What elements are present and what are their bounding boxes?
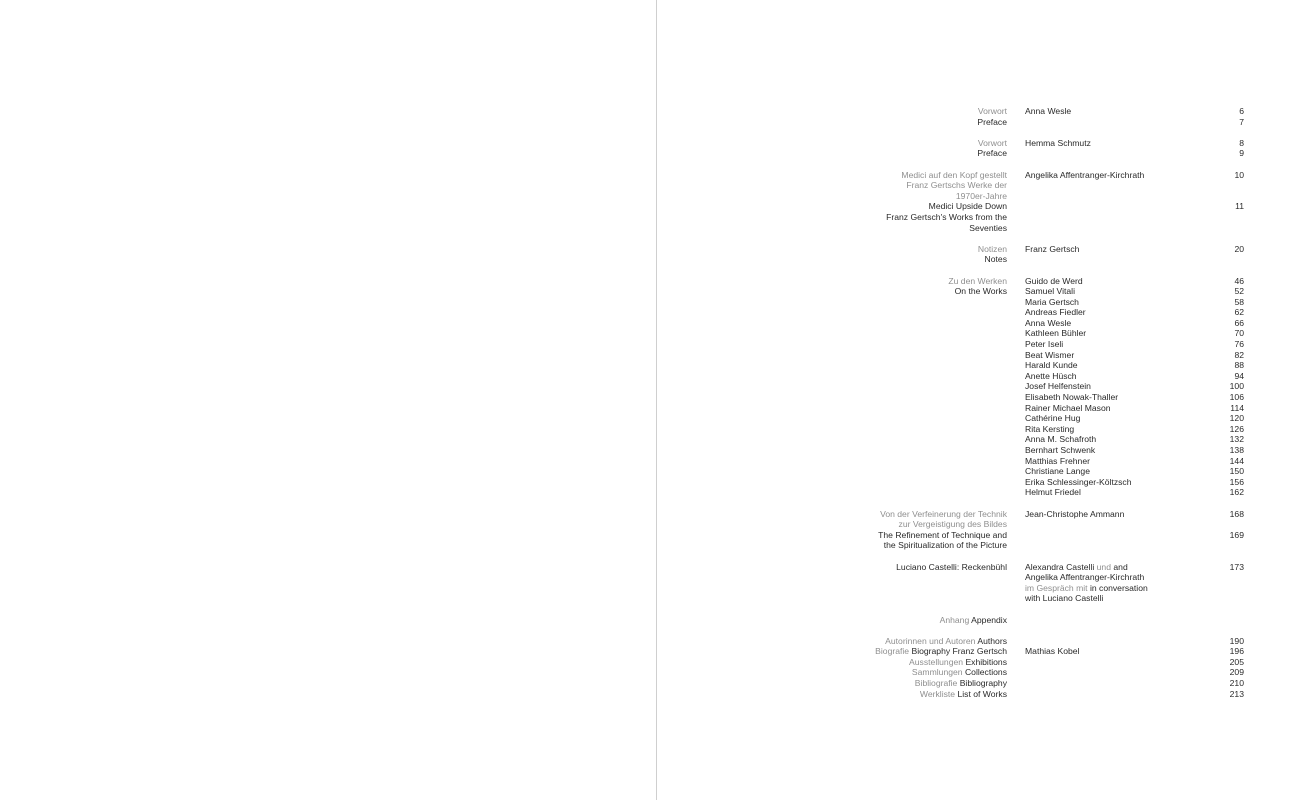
title-line [657,530,1007,541]
toc-entry-author [1025,562,1155,604]
english-title-text: Preface [977,148,1007,159]
title-line [657,191,1007,202]
english-author-text: and [1111,561,1128,572]
german-title-text: Zu den Werken [948,275,1007,286]
english-title-text: Exhibitions [965,656,1007,667]
author-line: Anna Wesle [1025,106,1072,116]
page-number: 120 [1229,413,1244,424]
german-title-text: Sammlungen [911,667,965,678]
english-title-text: Authors [977,635,1007,646]
toc-entry-pages [1155,138,1244,159]
title-line [657,223,1007,234]
title-line [657,276,1007,287]
page-number [1155,540,1244,551]
german-title-text: Autorinnen und Autoren [885,635,978,646]
toc-entry[interactable] [657,138,1313,159]
page-number: 156 [1229,476,1244,487]
page-number: 10 [1234,169,1244,180]
toc-entry-pages [1155,106,1244,127]
author-line [1025,593,1155,604]
title-line [657,562,1007,573]
page-number: 100 [1229,381,1244,392]
title-line [657,678,1007,689]
toc-entry[interactable] [657,276,1313,498]
english-title-text: Appendix [971,614,1007,625]
english-title-text: Franz Gertsch's Works from the [886,211,1007,222]
page-number: 209 [1229,667,1244,678]
page-number [1155,254,1244,265]
page-number: 132 [1229,434,1244,445]
page-number: 126 [1229,423,1244,434]
english-title-text: On the Works [954,286,1007,297]
toc-entry-title [657,509,1007,551]
title-line [657,286,1007,297]
toc-entry-pages [1155,276,1244,498]
toc-entry-author [1025,509,1155,551]
page-number: 9 [1239,148,1244,159]
toc-entry-pages [1155,615,1244,626]
toc-entry-title [657,138,1007,159]
title-line [657,106,1007,117]
german-title-text: Biografie [875,646,912,657]
author-line: Andreas Fiedler [1025,307,1086,318]
toc-entry[interactable] [657,636,1313,700]
page-number: 70 [1234,328,1244,339]
page-number [1155,191,1244,202]
toc-entry-pages [1155,509,1244,551]
title-line [657,540,1007,551]
title-line [657,212,1007,223]
title-line [657,117,1007,128]
toc-entry-pages [1155,636,1244,700]
author-line: Christiane Lange [1025,466,1090,477]
author-line: Harald Kunde [1025,360,1078,371]
english-title-text: The Refinement of Technique and [878,529,1007,540]
page-number: 196 [1229,646,1244,657]
title-line [657,180,1007,191]
english-title-text: Collections [964,667,1007,678]
german-title-text: Bibliografie [914,678,960,689]
title-line [657,519,1007,530]
author-line: Franz Gertsch [1025,243,1080,254]
author-line: Elisabeth Nowak-Thaller [1025,392,1119,403]
german-author-text: im Gespräch mit [1025,582,1090,593]
page-number: 106 [1229,392,1244,403]
toc-entry[interactable] [657,615,1313,626]
german-title-text: Medici auf den Kopf gestellt [901,169,1007,180]
page-number: 82 [1234,349,1244,360]
toc-entry-title [657,244,1007,265]
page-number: 88 [1234,360,1244,371]
author-line: Beat Wismer [1025,349,1075,360]
toc-entry-author [1025,106,1155,127]
toc-entry[interactable] [657,509,1313,551]
author-line: Helmut Friedel [1025,487,1081,498]
german-title-text: Vorwort [977,106,1007,116]
toc-entry-title [657,636,1007,700]
author-line: Angelika Affentranger-Kirchrath [1025,169,1145,180]
toc-entry-author [1025,615,1155,626]
toc-entry-author [1025,244,1155,265]
page-number: 8 [1239,137,1244,148]
english-title-text: Notes [984,254,1007,265]
english-title-text: Luciano Castelli: Reckenbühl [896,561,1007,572]
page-number [1155,180,1244,191]
german-title-text: Notizen [977,243,1007,254]
page-number: 205 [1229,656,1244,667]
page-number: 168 [1229,508,1244,519]
page-number: 213 [1229,688,1244,699]
page-number: 138 [1229,445,1244,455]
english-title-text: Medici Upside Down [928,201,1007,212]
title-line [657,201,1007,212]
author-line [1025,572,1155,583]
english-title-text: List of Works [957,688,1007,699]
toc-entry[interactable] [657,106,1313,127]
author-line: Maria Gertsch [1025,296,1079,307]
toc-entry-title [657,106,1007,127]
page-number: 11 [1235,201,1244,212]
toc-entry-pages [1155,170,1244,234]
page-number [1155,615,1244,626]
page-number: 144 [1229,455,1244,466]
german-title-text: Ausstellungen [909,656,966,667]
title-line [657,615,1007,626]
german-title-text: Anhang [939,614,972,625]
author-line: Hemma Schmutz [1025,137,1091,148]
english-author-text: in conversation [1089,582,1148,593]
page-number: 76 [1234,339,1244,350]
title-line [657,244,1007,255]
page-number [1155,212,1244,223]
toc-entry-title [657,615,1007,626]
author-line: Rita Kersting [1025,423,1075,434]
page-number: 173 [1229,561,1244,572]
author-line: Anna Wesle [1025,317,1072,328]
right-page [657,0,1313,800]
title-line [657,254,1007,265]
page-number: 190 [1229,635,1244,646]
author-line: Jean-Christophe Ammann [1025,508,1125,519]
title-line [657,667,1007,678]
author-line: Samuel Vitali [1025,286,1075,297]
german-title-text: Von der Verfeinerung der Technik [880,508,1007,519]
page-number: 66 [1234,317,1244,328]
table-of-contents [657,106,1313,710]
title-line [657,138,1007,149]
page-number: 169 [1229,529,1244,540]
page-number [1155,519,1244,530]
author-line: Guido de Werd [1025,275,1083,286]
toc-entry[interactable] [657,170,1313,234]
toc-entry-title [657,562,1007,604]
toc-entry-author [1025,138,1155,159]
toc-entry-title [657,276,1007,498]
title-line [657,148,1007,159]
title-line [657,509,1007,520]
toc-entry-pages [1155,562,1244,604]
english-author-text: Alexandra Castelli [1025,561,1097,572]
author-line: Anna M. Schafroth [1025,434,1097,445]
author-line: Bernhart Schwenk [1025,445,1096,455]
page-number: 114 [1230,402,1244,413]
author-line: Josef Helfenstein [1025,381,1091,392]
english-title-text: the Spiritualization of the Picture [883,540,1007,551]
german-author-text: und [1096,561,1111,572]
toc-entry-author [1025,170,1155,234]
page-number: 62 [1234,307,1244,318]
author-line: Cathérine Hug [1025,413,1081,424]
title-line [657,636,1007,647]
page-number: 52 [1234,286,1244,297]
author-line [1025,636,1155,647]
author-line: Peter Iseli [1025,339,1064,350]
page-number: 46 [1234,275,1244,286]
title-line [657,646,1007,657]
page-number: 94 [1234,370,1244,381]
page-number: 7 [1239,116,1244,127]
page-number: 20 [1234,243,1244,254]
toc-entry-author [1025,276,1155,498]
english-title-text: Preface [977,116,1007,127]
german-title-text: Werkliste [919,688,958,699]
english-title-text: Biography Franz Gertsch [911,646,1007,657]
author-line: Anette Hüsch [1025,370,1077,381]
page-number: 210 [1229,678,1244,689]
german-title-text: 1970er-Jahre [955,190,1007,201]
left-page-blank [0,0,656,800]
page-number: 6 [1239,106,1244,116]
author-line: Kathleen Bühler [1025,328,1087,339]
english-author-text: with Luciano Castelli [1025,593,1104,604]
page-number: 162 [1229,487,1244,498]
author-line [1025,562,1155,573]
toc-entry-title [657,170,1007,234]
page-number: 150 [1229,466,1244,477]
author-line [1025,583,1155,594]
toc-entry-pages [1155,244,1244,265]
toc-entry-author [1025,636,1155,700]
german-title-text: zur Vergeistigung des Bildes [898,519,1007,530]
page-number [1155,223,1244,234]
title-line [657,657,1007,668]
author-line: Matthias Frehner [1025,455,1090,466]
page-number: 58 [1234,296,1244,307]
toc-entry[interactable] [657,562,1313,604]
german-title-text: Vorwort [977,137,1007,148]
english-title-text: Bibliography [959,678,1007,689]
toc-entry[interactable] [657,244,1313,265]
author-line: Mathias Kobel [1025,646,1080,657]
title-line [657,170,1007,181]
english-title-text: Seventies [969,222,1007,233]
english-author-text: Angelika Affentranger-Kirchrath [1025,572,1145,583]
german-title-text: Franz Gertschs Werke der [906,180,1007,191]
author-line: Rainer Michael Mason [1025,402,1111,413]
title-line [657,689,1007,700]
author-line: Erika Schlessinger-Költzsch [1025,476,1132,487]
